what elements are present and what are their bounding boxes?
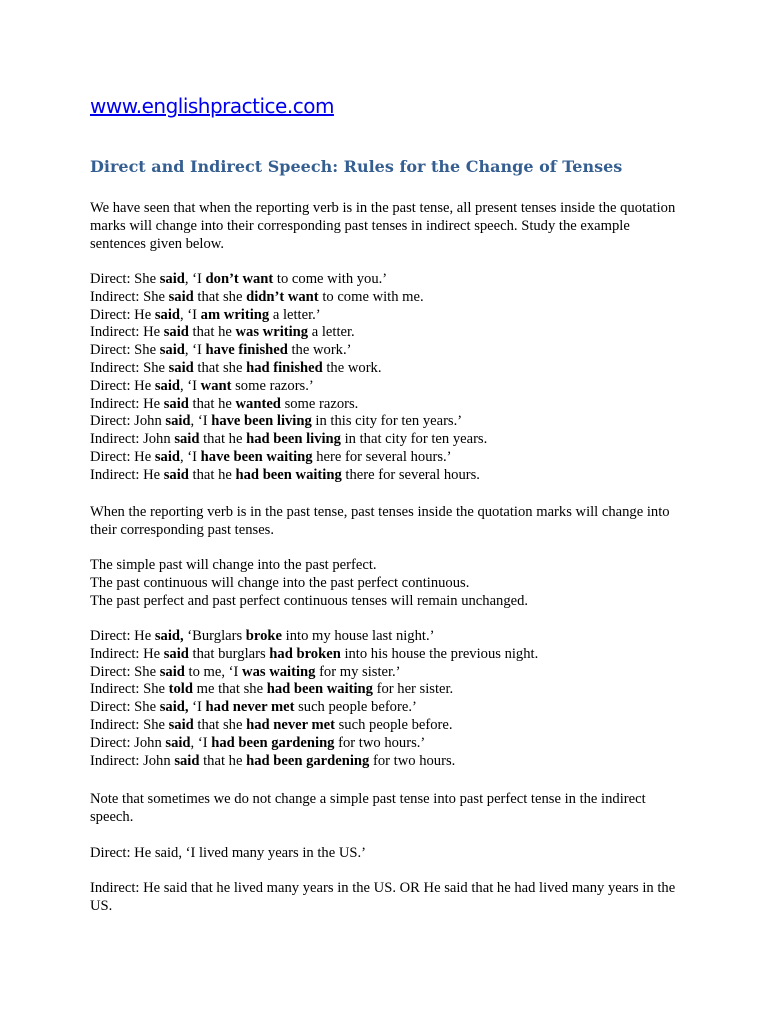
intro-paragraph: We have seen that when the reporting verb is in the past tense, all present tenses inside the quotation marks will change into their corresponding past tenses in indirect speech. Study the example sentences given below. (90, 200, 676, 252)
bold-segment: said, (154, 628, 184, 644)
example-line (90, 307, 487, 325)
example-line (90, 699, 538, 717)
bold-segment: said (163, 324, 189, 341)
bold-segment: have finished (205, 342, 288, 359)
text-segment: Direct: He (90, 306, 155, 323)
text-segment: Indirect: She (90, 288, 169, 305)
example-line (90, 324, 487, 342)
text-segment: that she (193, 359, 247, 376)
text-segment: Indirect: She (90, 681, 169, 698)
text-segment: that he (188, 466, 236, 483)
text-segment: Indirect: He (90, 645, 164, 662)
bold-segment: had been gardening (211, 734, 335, 751)
text-segment: Direct: He (90, 377, 155, 394)
text-segment: , ‘I (180, 448, 201, 465)
examples-present-list (90, 271, 487, 485)
bold-segment: told (168, 681, 193, 698)
text-segment: , ‘I (190, 413, 212, 430)
text-segment: that she (193, 716, 247, 733)
example-line (90, 289, 487, 307)
text-segment: Direct: He (90, 448, 155, 465)
text-segment: that burglars (188, 645, 270, 662)
bold-segment: said (154, 377, 180, 394)
bold-segment: had broken (269, 645, 341, 662)
text-segment: for my sister.’ (315, 663, 401, 680)
text-segment: to me, ‘I (184, 663, 243, 680)
page-title: Direct and Indirect Speech: Rules for the Change of Tenses (90, 157, 623, 176)
text-segment: Indirect: He (90, 395, 164, 412)
bold-segment: said (168, 716, 194, 733)
site-link[interactable]: www.englishpractice.com (90, 94, 334, 118)
text-segment: Indirect: He (90, 466, 164, 483)
bold-segment: had been living (246, 431, 341, 448)
rule-line: The past continuous will change into the past perfect continuous. (90, 574, 470, 591)
bold-segment: said (163, 645, 189, 662)
text-segment: such people before.’ (294, 699, 417, 716)
example-line (90, 646, 538, 664)
text-segment: a letter. (308, 324, 355, 341)
text-segment: into my house last night.’ (282, 628, 435, 644)
text-segment: Indirect: She (90, 716, 169, 733)
example-line (90, 735, 538, 753)
example-line (90, 413, 487, 431)
bold-segment: had been waiting (266, 681, 373, 698)
bold-segment: said (154, 306, 180, 323)
bold-segment: said (165, 413, 191, 430)
text-segment: , ‘I (184, 342, 206, 359)
example-line (90, 378, 487, 396)
example-line (90, 467, 487, 485)
text-segment: in that city for ten years. (340, 431, 488, 448)
bold-segment: am writing (200, 306, 270, 323)
text-segment: some razors.’ (231, 377, 314, 394)
bold-segment: said (168, 288, 194, 305)
example-line (90, 271, 487, 289)
example-line (90, 753, 538, 771)
text-segment: me that she (192, 681, 267, 698)
text-segment: , ‘I (180, 306, 201, 323)
bold-segment: said (159, 271, 185, 287)
text-segment: that he (188, 395, 236, 412)
bold-segment: had never met (246, 716, 335, 733)
text-segment: Indirect: She (90, 359, 169, 376)
bold-segment: was waiting (242, 663, 316, 680)
text-segment: Indirect: John (90, 752, 175, 769)
text-segment: Direct: John (90, 734, 166, 751)
example-line (90, 360, 487, 378)
bold-segment: wanted (235, 395, 281, 412)
text-segment: the work. (322, 359, 382, 376)
example-line (90, 342, 487, 360)
bold-segment: didn’t want (246, 288, 319, 305)
text-segment: for two hours. (369, 752, 456, 769)
bold-segment: have been living (211, 413, 312, 430)
rule-line: The past perfect and past perfect continuous tenses will remain unchanged. (90, 592, 529, 609)
bold-segment: had been waiting (235, 466, 342, 483)
bold-segment: said (174, 431, 200, 448)
bold-segment: said (159, 342, 185, 359)
rule-line: The simple past will change into the past perfect. (90, 557, 377, 573)
text-segment: , ‘I (190, 734, 212, 751)
bold-segment: said (154, 448, 180, 465)
text-segment: Direct: She (90, 699, 160, 716)
text-segment: here for several hours.’ (312, 448, 452, 465)
text-segment: a letter.’ (269, 306, 321, 323)
bold-segment: want (200, 377, 232, 394)
text-segment: Direct: He (90, 628, 155, 644)
bold-segment: said (174, 752, 200, 769)
direct-final-line: Direct: He said, ‘I lived many years in the US.’ (90, 845, 366, 861)
text-segment: Direct: She (90, 271, 160, 287)
bold-segment: have been waiting (200, 448, 313, 465)
bold-segment: said (163, 395, 189, 412)
text-segment: that he (199, 752, 247, 769)
bold-segment: was writing (235, 324, 309, 341)
bold-segment: had never met (205, 699, 295, 716)
example-line (90, 449, 487, 467)
examples-past-list (90, 628, 538, 770)
text-segment: Direct: John (90, 413, 166, 430)
text-segment: in this city for ten years.’ (311, 413, 463, 430)
indirect-final-paragraph: Indirect: He said that he lived many years in the US. OR He said that he had lived many years in the US. (90, 880, 676, 914)
bold-segment: broke (245, 628, 283, 644)
example-line (90, 664, 538, 682)
text-segment: ‘Burglars (183, 628, 246, 644)
text-segment: some razors. (280, 395, 359, 412)
text-segment: for her sister. (372, 681, 454, 698)
bold-segment: don’t want (205, 271, 274, 287)
text-segment: that he (188, 324, 236, 341)
bold-segment: said (168, 359, 194, 376)
text-segment: to come with you.’ (273, 271, 388, 287)
example-line (90, 681, 538, 699)
text-segment: Indirect: He (90, 324, 164, 341)
bold-segment: had finished (246, 359, 323, 376)
text-segment: such people before. (334, 716, 453, 733)
text-segment: that he (199, 431, 247, 448)
text-segment: to come with me. (318, 288, 424, 305)
bold-segment: had been gardening (246, 752, 370, 769)
text-segment: for two hours.’ (334, 734, 426, 751)
text-segment: Direct: She (90, 342, 160, 359)
note-paragraph: Note that sometimes we do not change a simple past tense into past perfect tense in the indirect speech. (90, 791, 646, 825)
text-segment: Indirect: John (90, 431, 175, 448)
example-line (90, 628, 538, 646)
example-line (90, 431, 487, 449)
text-segment: , ‘I (184, 271, 206, 287)
text-segment: there for several hours. (341, 466, 480, 483)
text-segment: the work.’ (287, 342, 352, 359)
rules-list (90, 557, 528, 610)
bold-segment: said (165, 734, 191, 751)
text-segment: into his house the previous night. (340, 645, 539, 662)
text-segment: that she (193, 288, 247, 305)
example-line (90, 717, 538, 735)
past-rule-paragraph: When the reporting verb is in the past tense, past tenses inside the quotation marks will change into their corresponding past tenses. (90, 504, 670, 538)
bold-segment: said (163, 466, 189, 483)
bold-segment: said (159, 663, 185, 680)
text-segment: ‘I (188, 699, 206, 716)
text-segment: Direct: She (90, 663, 160, 680)
bold-segment: said, (159, 699, 189, 716)
example-line (90, 396, 487, 414)
text-segment: , ‘I (180, 377, 201, 394)
